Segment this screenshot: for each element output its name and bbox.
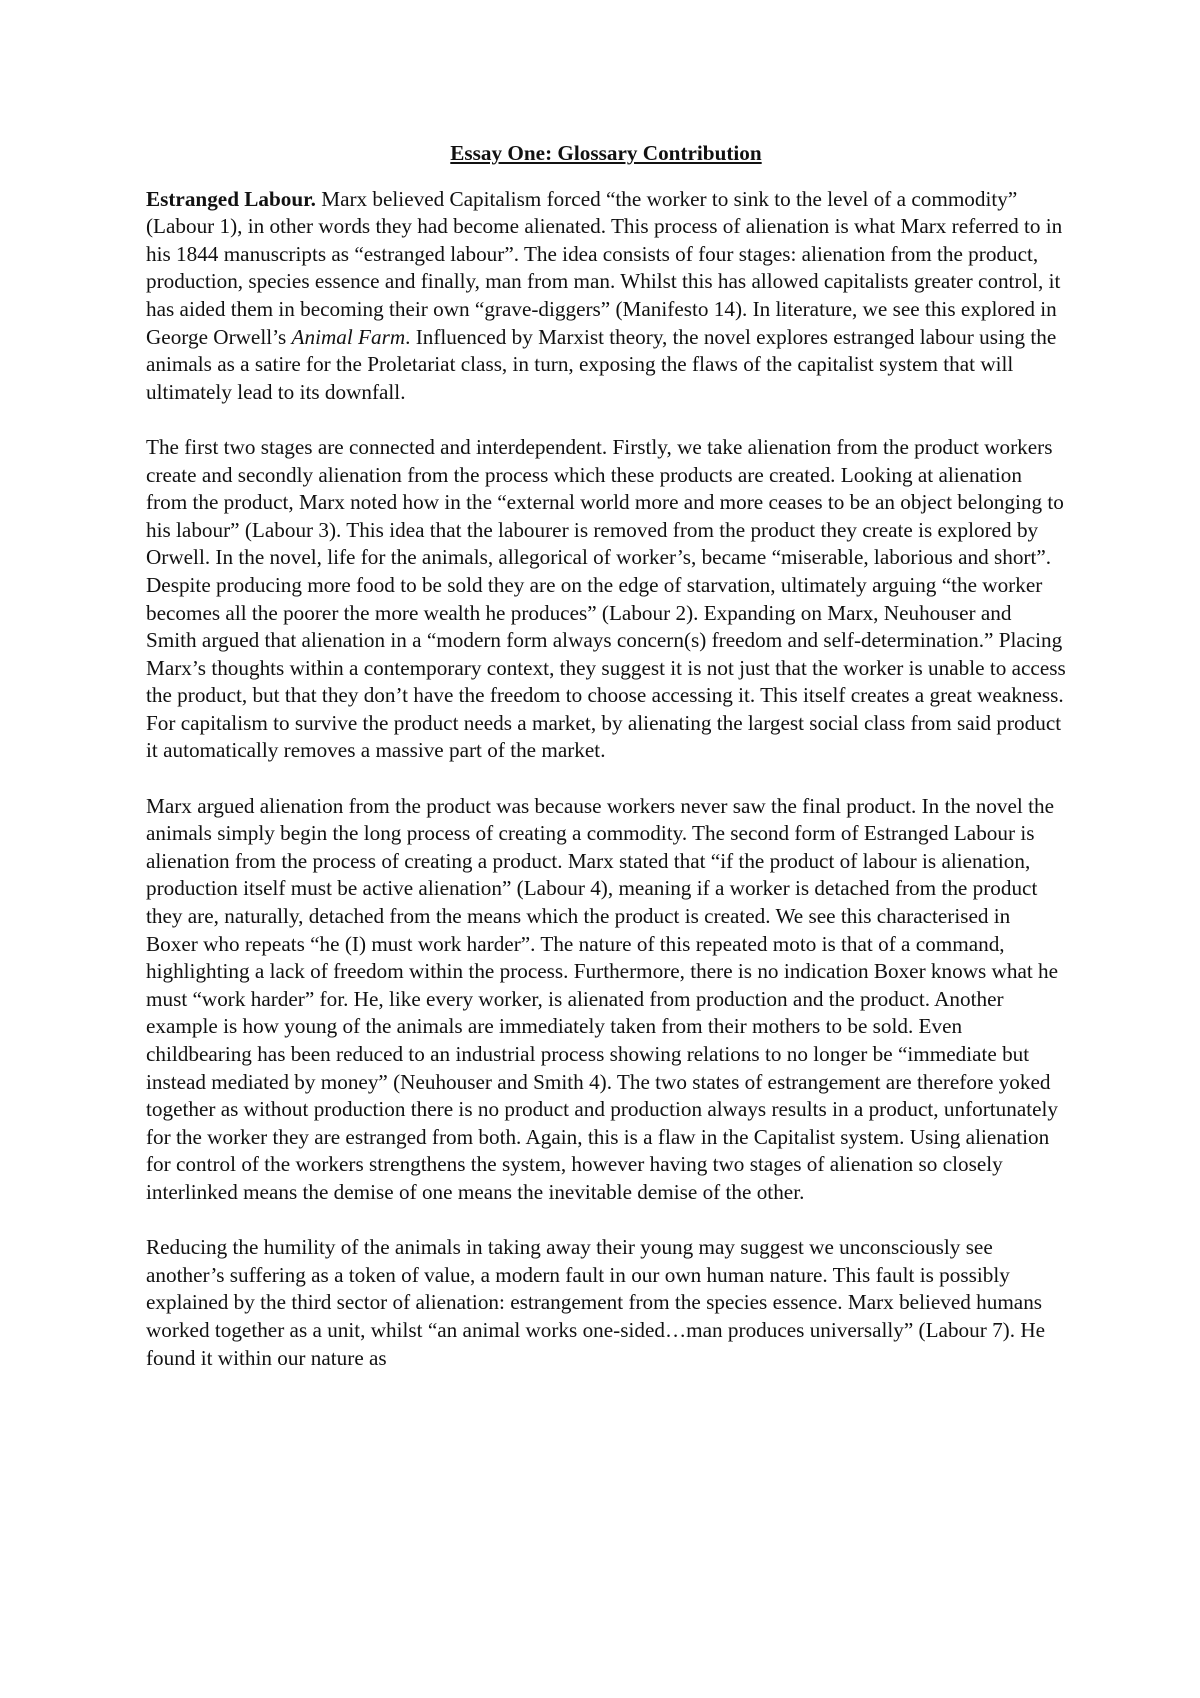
page-title: Essay One: Glossary Contribution — [450, 141, 762, 165]
paragraph-text: Marx believed Capitalism forced “the worker to sink to the level of a commodity” (Labour 1), in other words they had become alienated. This process of alienation is what Marx referred to in his 1844 manuscripts as “estranged labour”. The idea consists of four stages: alienation from the product, production, species essence and finally, man from man. Whilst this has allowed capitalists greater control, it has aided them in becoming their own “grave-diggers” (Manifesto 14). In literature, we see this explored in George Orwell’s — [146, 186, 1063, 349]
glossary-term: Estranged Labour. — [146, 186, 316, 211]
document-page — [146, 140, 1066, 1400]
paragraph-product-alienation: Marx argued alienation from the product was because workers never saw the final product. In the novel the animals simply begin the long process of creating a commodity. The second form of Estranged Labour is alienation from the process of creating a product. Marx stated that “if the product of labour is alienation, production itself must be active alienation” (Labour 4), meaning if a worker is detached from the product they are, naturally, detached from the means which the product is created. We see this characterised in Boxer who repeats “he (I) must work harder”. The nature of this repeated moto is that of a command, highlighting a lack of freedom within the process. Furthermore, there is no indication Boxer knows what he must “work harder” for. He, like every worker, is alienated from production and the product. Another example is how young of the animals are immediately taken from their mothers to be sold. Even childbearing has been reduced to an industrial process showing relations to no longer be “immediate but instead mediated by money” (Neuhouser and Smith 4). The two states of estrangement are therefore yoked together as without production there is no product and production always results in a product, unfortunately for the worker they are estranged from both. Again, this is a flaw in the Capitalist system. Using alienation for control of the workers strengthens the system, however having two stages of alienation so closely interlinked means the demise of one means the inevitable demise of the other. — [146, 793, 1059, 1204]
paragraph-species-essence: Reducing the humility of the animals in taking away their young may suggest we unconsciously see another’s suffering as a token of value, a modern fault in our own human nature. This fault is possibly explained by the third sector of alienation: estrangement from the species essence. Marx believed humans worked together as a unit, whilst “an animal works one-sided…man produces universally” (Labour 7). He found it within our nature as — [146, 1235, 1046, 1370]
paragraph-estranged-labour — [146, 186, 1066, 407]
book-title: Animal Farm — [291, 324, 406, 349]
paragraph-first-two-stages: The first two stages are connected and interdependent. Firstly, we take alienation from the product workers create and secondly alienation from the process which these products are created. Looking at alienation from the product, Marx noted how in the “external world more and more ceases to be an object belonging to his labour” (Labour 3). This idea that the labourer is removed from the product they create is explored by Orwell. In the novel, life for the animals, allegorical of worker’s, became “miserable, laborious and short”. Despite producing more food to be sold they are on the edge of starvation, ultimately arguing “the worker becomes all the poorer the more wealth he produces” (Labour 2). Expanding on Marx, Neuhouser and Smith argued that alienation in a “modern form always concern(s) freedom and self-determination.” Placing Marx’s thoughts within a contemporary context, they suggest it is not just that the worker is unable to access the product, but that they don’t have the freedom to choose accessing it. This itself creates a great weakness. For capitalism to survive the product needs a market, by alienating the largest social class from said product it automatically removes a massive part of the market. — [146, 434, 1066, 763]
paragraph-text: . Influenced by Marxist theory, the novel explores estranged labour using the animals as a satire for the Proletariat class, in turn, exposing the flaws of the capitalist system that will ultimately lead to its downfall. — [146, 324, 1057, 404]
